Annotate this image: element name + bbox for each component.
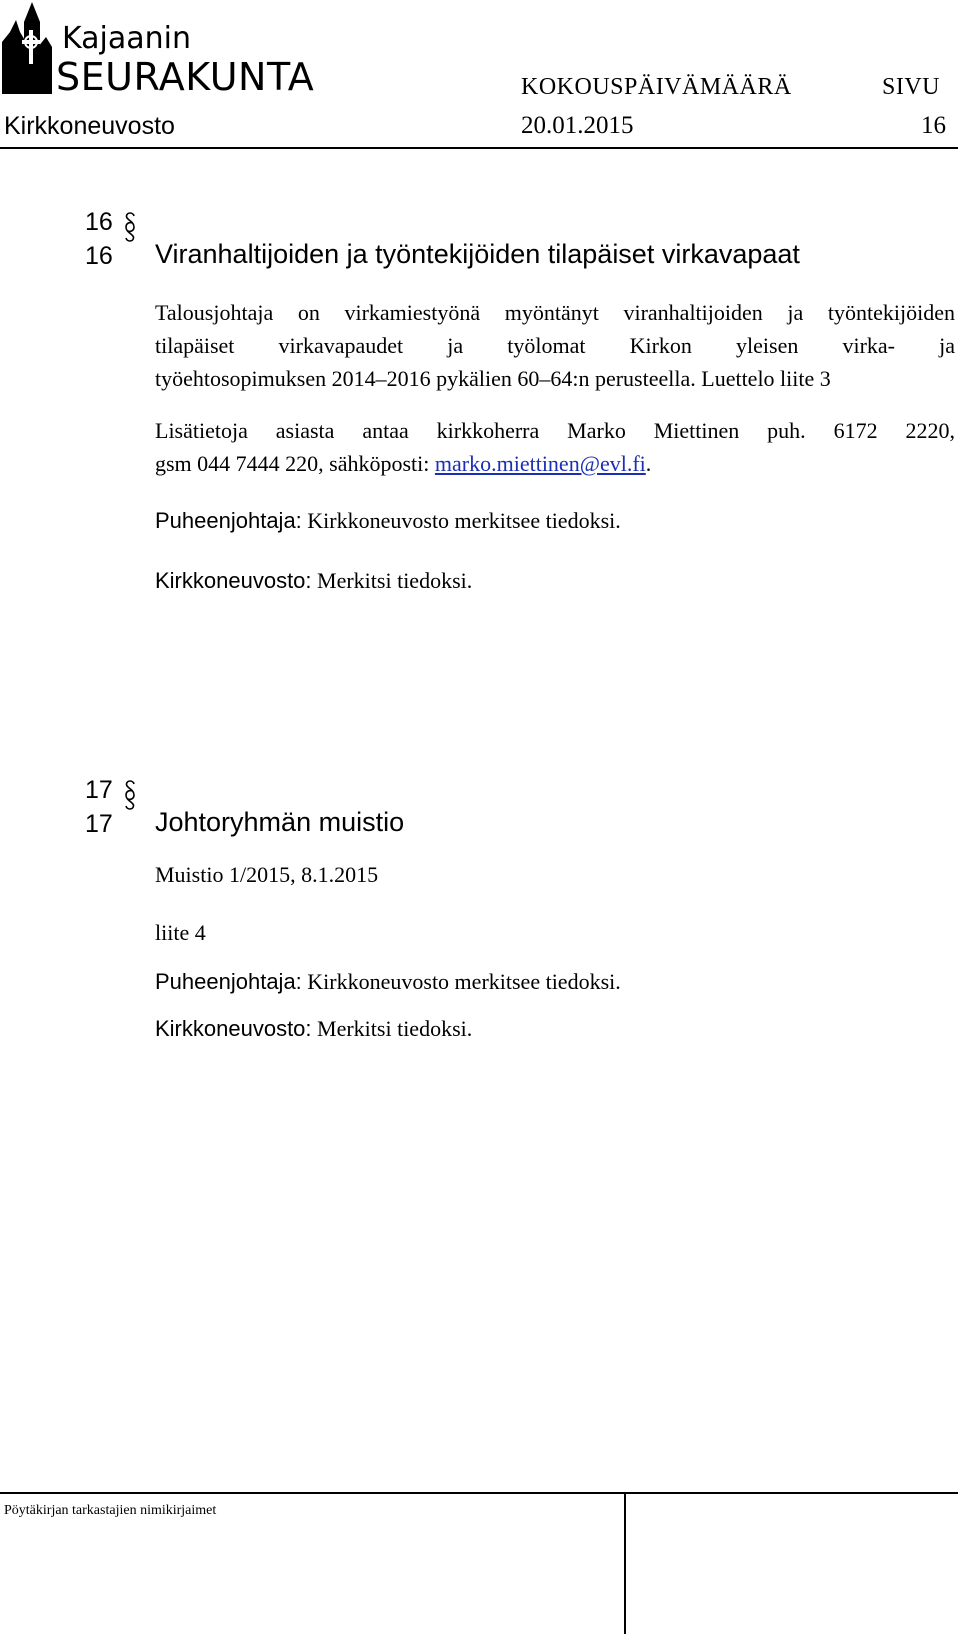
paragraph-line: Talousjohtaja on virkamiestyönä myöntänyt viranhaltijoiden ja työntekijöiden	[155, 300, 955, 325]
logo-text-line1: Kajaanin	[62, 21, 191, 56]
chair-label: Puheenjohtaja:	[155, 508, 302, 533]
chair-text: Kirkkoneuvosto merkitsee tiedoksi.	[301, 969, 621, 994]
council-decision	[155, 568, 472, 594]
meeting-date: 20.01.2015	[521, 112, 634, 139]
section-title: Johtoryhmän muistio	[155, 807, 405, 837]
section-sign-icon	[123, 210, 137, 244]
page-column-label: SIVU	[882, 74, 941, 100]
memo-reference: Muistio 1/2015, 8.1.2015	[155, 862, 379, 887]
body-name: Kirkkoneuvosto	[4, 112, 175, 140]
council-text: Merkitsi tiedoksi.	[311, 568, 473, 593]
paragraph-line: tilapäiset virkavapaudet ja työlomat Kirkon yleisen virka- ja	[155, 333, 955, 358]
section-sign-icon	[123, 778, 137, 812]
header-divider	[0, 147, 958, 149]
section-title: Viranhaltijoiden ja työntekijöiden tilapäiset virkavapaat	[155, 239, 800, 269]
church-logo-icon	[2, 2, 332, 96]
council-label: Kirkkoneuvosto:	[155, 568, 312, 593]
council-text: Merkitsi tiedoksi.	[311, 1016, 473, 1041]
paragraph-line	[155, 447, 955, 480]
chair-statement	[155, 508, 621, 534]
footer-label: Pöytäkirjan tarkastajien nimikirjaimet	[4, 1503, 217, 1518]
footer-column-divider	[624, 1492, 626, 1634]
parish-logo	[2, 2, 332, 96]
section-number: 17	[85, 810, 113, 838]
section-number: 16	[85, 242, 113, 270]
section-paragraph	[155, 296, 955, 395]
paragraph-line: työehtosopimuksen 2014–2016 pykälien 60–64:n perusteella. Luettelo liite 3	[155, 366, 831, 391]
date-column-label: KOKOUSPÄIVÄMÄÄRÄ	[521, 74, 792, 100]
footer-divider	[0, 1492, 958, 1494]
council-decision	[155, 1016, 472, 1042]
contact-paragraph	[155, 414, 955, 480]
page-number: 16	[921, 112, 946, 139]
section-number-heading: 16	[85, 208, 113, 236]
section-number-heading: 17	[85, 776, 113, 804]
council-label: Kirkkoneuvosto:	[155, 1016, 312, 1041]
attachment-reference: liite 4	[155, 920, 206, 945]
chair-statement	[155, 969, 621, 995]
email-link[interactable]: marko.miettinen@evl.fi	[434, 451, 646, 476]
logo-text-line2: SEURAKUNTA	[56, 55, 315, 96]
email-suffix: .	[645, 451, 652, 476]
chair-text: Kirkkoneuvosto merkitsee tiedoksi.	[301, 508, 621, 533]
contact-text: gsm 044 7444 220, sähköposti:	[155, 451, 435, 476]
paragraph-line: Lisätietoja asiasta antaa kirkkoherra Marko Miettinen puh. 6172 2220,	[155, 418, 955, 443]
chair-label: Puheenjohtaja:	[155, 969, 302, 994]
